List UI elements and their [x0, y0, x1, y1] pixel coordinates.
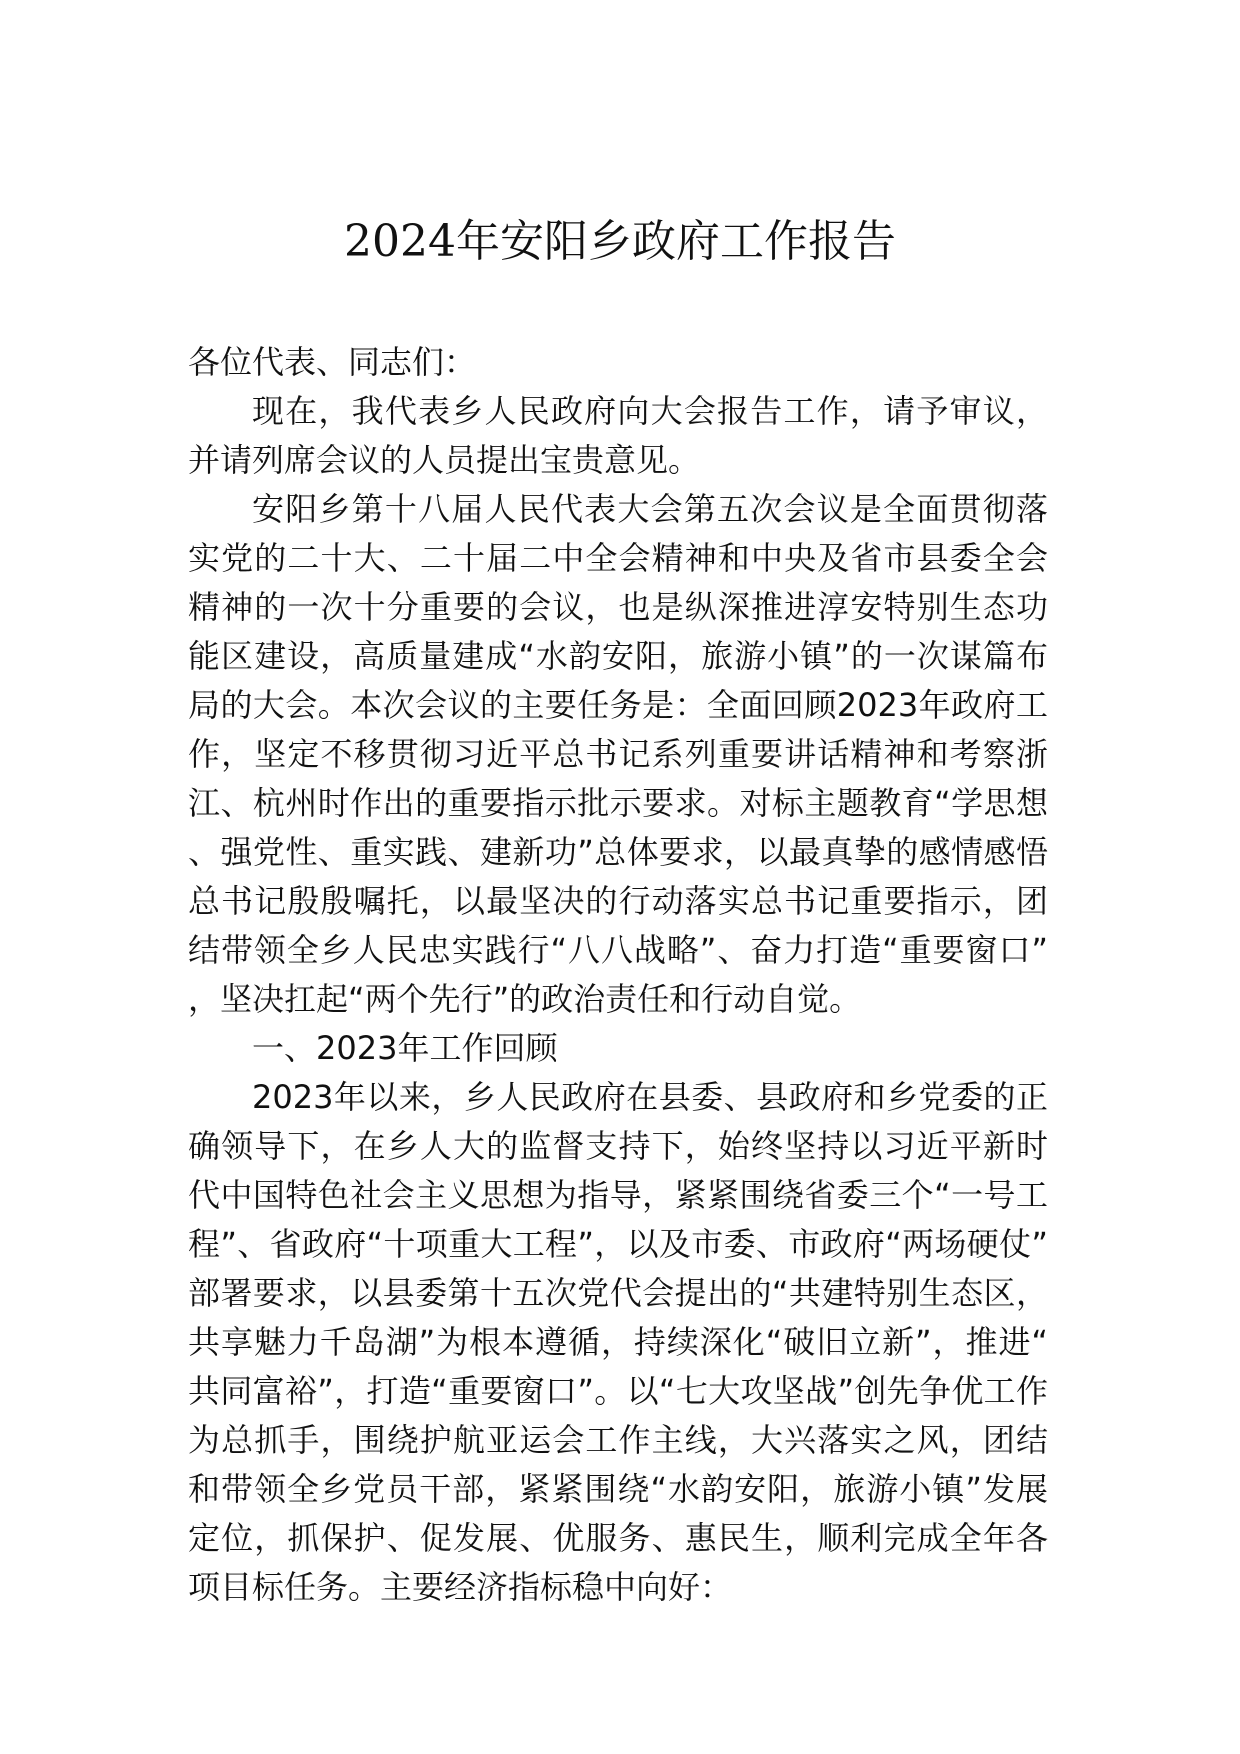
salutation: 各位代表、同志们： [188, 343, 477, 381]
document-title: 2024年安阳乡政府工作报告 [344, 216, 896, 267]
paragraph-review: 2023年以来，乡人民政府在县委、县政府和乡党委的正确领导下，在乡人大的监督支持下，始终坚持以习近平新时代中国特色社会主义思想为指导，紧紧围绕省委三个“一号工程”、省政府“十项重大工程”，以及市委、市政府“两场硬仗”部署要求，以县委第十五次党代会提出的“共建特别生态区，共享魅力千岛湖”为根本遵循，持续深化“破旧立新”，推进“共同富裕”，打造“重要窗口”。以“七大攻坚战”创先争优工作为总抓手，围绕护航亚运会工作主线，大兴落实之风，团结和带领全乡党员干部，紧紧围绕“水韵安阳，旅游小镇”发展定位，抓保护、促发展、优服务、惠民生，顺利完成全年各项目标任务。主要经济指标稳中向好： [188, 1078, 1048, 1606]
paragraph-meeting: 安阳乡第十八届人民代表大会第五次会议是全面贯彻落实党的二十大、二十届二中全会精神和中央及省市县委全会精神的一次十分重要的会议，也是纵深推进淳安特别生态功能区建设，高质量建成“水韵安阳，旅游小镇”的一次谋篇布局的大会。本次会议的主要任务是：全面回顾2023年政府工作，坚定不移贯彻习近平总书记系列重要讲话精神和考察浙江、杭州时作出的重要指示批示要求。对标主题教育“学思想、强党性、重实践、建新功”总体要求，以最真挚的感情感悟总书记殷殷嘱托，以最坚决的行动落实总书记重要指示，团结带领全乡人民忠实践行“八八战略”、奋力打造“重要窗口”，坚决扛起“两个先行”的政治责任和行动自觉。 [188, 490, 1048, 1018]
document-body [188, 338, 1048, 1612]
paragraph-intro: 现在，我代表乡人民政府向大会报告工作，请予审议，并请列席会议的人员提出宝贵意见。 [188, 392, 1048, 479]
section-heading: 一、2023年工作回顾 [252, 1029, 558, 1067]
